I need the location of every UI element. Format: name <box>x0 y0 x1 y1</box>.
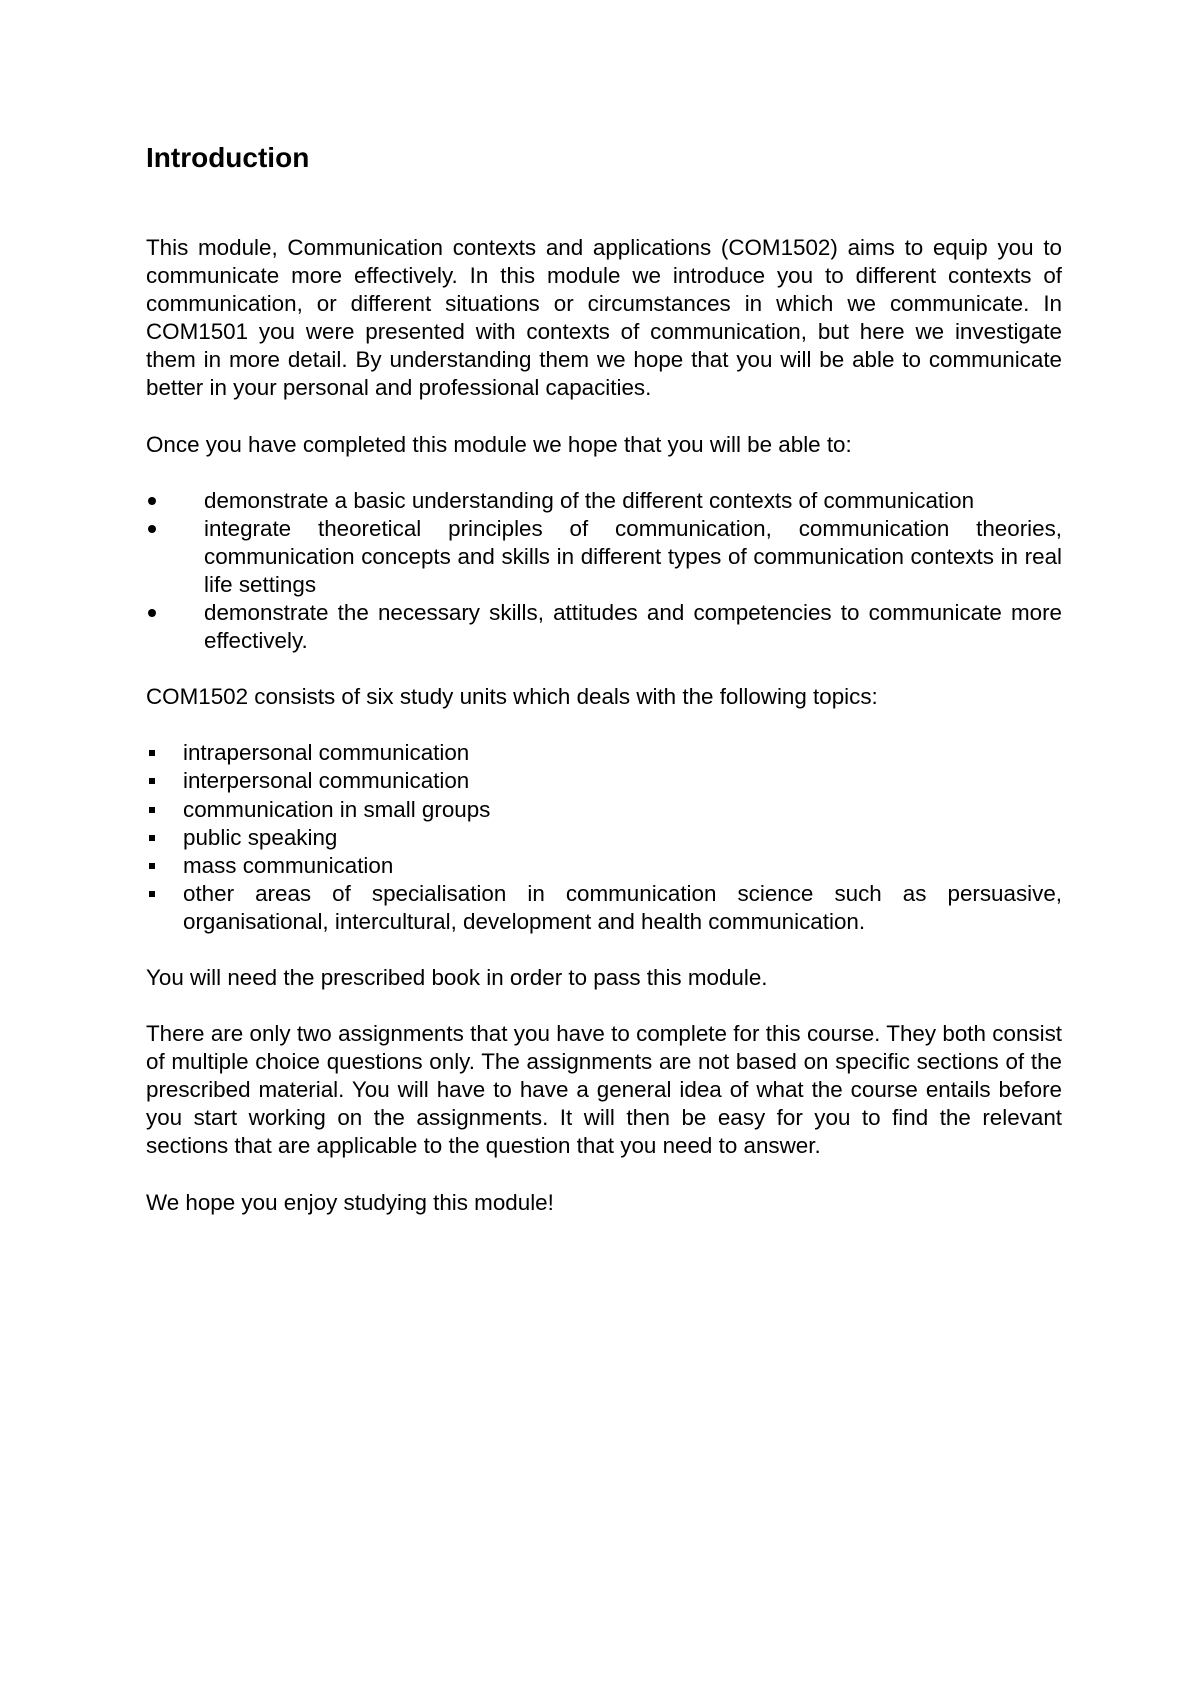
list-item-text: demonstrate the necessary skills, attitudes and competencies to communicate more effectively. <box>204 600 1062 654</box>
square-bullet-icon <box>149 807 155 813</box>
page-title: Introduction <box>146 142 310 173</box>
list-item <box>146 824 1062 852</box>
units-lead-paragraph: COM1502 consists of six study units which deals with the following topics: <box>146 684 878 710</box>
square-bullet-icon <box>149 778 155 784</box>
topics-list <box>146 739 1062 936</box>
list-item-text: demonstrate a basic understanding of the different contexts of communication <box>204 487 975 513</box>
list-item <box>146 852 1062 880</box>
list-item <box>146 796 1062 824</box>
list-item-text: mass communication <box>183 852 394 878</box>
list-item-text: communication in small groups <box>183 796 491 822</box>
outcomes-list <box>146 487 1062 656</box>
list-item <box>146 767 1062 795</box>
list-item <box>146 599 1062 655</box>
list-item <box>146 880 1062 936</box>
assignments-paragraph: There are only two assignments that you have to complete for this course. They both consist of multiple choice questions only. The assignments are not based on specific sections of the prescribed material. You will have to have a general idea of what the course entails before you start working on the assignments. It will then be easy for you to find the relevant sections that are applicable to the question that you need to answer. <box>146 1021 1062 1159</box>
list-item-text: other areas of specialisation in communication science such as persuasive, organisational, intercultural, development and health communication. <box>183 880 1062 934</box>
document-page <box>146 140 1062 1245</box>
list-item-text: interpersonal communication <box>183 768 470 794</box>
square-bullet-icon <box>149 750 155 756</box>
round-bullet-icon <box>148 525 156 533</box>
round-bullet-icon <box>148 609 156 617</box>
intro-paragraph: This module, Communication contexts and applications (COM1502) aims to equip you to communicate more effectively. In this module we introduce you to different contexts of communication, or different situations or circumstances in which we communicate. In COM1501 you were presented with contexts of communication, but here we investigate them in more detail. By understanding them we hope that you will be able to communicate better in your personal and professional capacities. <box>146 235 1062 401</box>
square-bullet-icon <box>149 835 155 841</box>
closing-paragraph: We hope you enjoy studying this module! <box>146 1189 554 1215</box>
list-item-text: intrapersonal communication <box>183 740 470 766</box>
prescribed-book-paragraph: You will need the prescribed book in order to pass this module. <box>146 964 768 990</box>
square-bullet-icon <box>149 863 155 869</box>
list-item <box>146 515 1062 599</box>
list-item-text: public speaking <box>183 824 338 850</box>
list-item <box>146 487 1062 515</box>
list-item-text: integrate theoretical principles of communication, communication theories, communication concepts and skills in different types of communication contexts in real life settings <box>204 515 1062 597</box>
square-bullet-icon <box>149 891 155 897</box>
list-item <box>146 739 1062 767</box>
outcomes-lead-paragraph: Once you have completed this module we hope that you will be able to: <box>146 431 852 457</box>
round-bullet-icon <box>148 497 156 505</box>
